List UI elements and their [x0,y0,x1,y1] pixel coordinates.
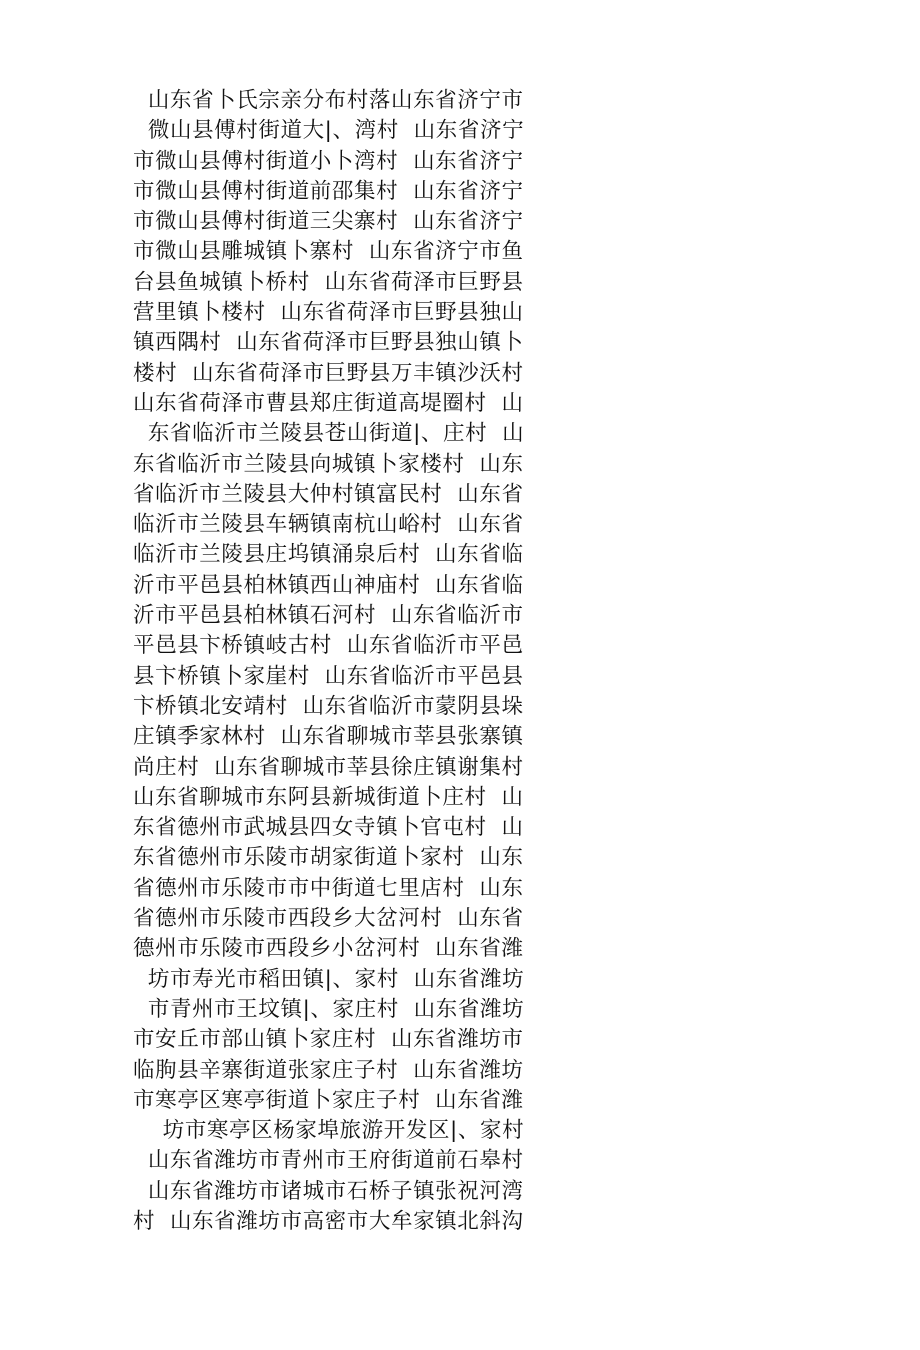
text-line: 省德州市乐陵市市中街道七里店村 山东 [133,875,524,901]
text-line: 省临沂市兰陵县大仲村镇富民村 山东省 [133,481,524,507]
text-line: 临沂市兰陵县车辆镇南杭山峪村 山东省 [133,512,524,538]
text-line: 台县鱼城镇卜桥村 山东省荷泽市巨野县 [133,269,524,295]
text-line: 东省德州市武城县四女寺镇卜官屯村 山 [133,815,524,841]
text-line: 山东省卜氏宗亲分布村落山东省济宁市 [133,88,524,113]
text-line: 微山县傅村街道大|、湾村 山东省济宁 [133,118,525,144]
text-line: 平邑县卞桥镇岐古村 山东省临沂市平邑 [133,633,524,659]
text-line: 临朐县辛寨街道张家庄子村 山东省潍坊 [133,1057,524,1083]
text-line: 沂市平邑县柏林镇西山神庙村 山东省临 [133,572,524,598]
text-line: 村 山东省潍坊市高密市大牟家镇北斜沟 [133,1208,524,1234]
text-line: 山东省潍坊市青州市王府街道前石皋村 [133,1148,524,1174]
text-line: 镇西隅村 山东省荷泽市巨野县独山镇卜 [133,330,524,356]
text-line: 山东省聊城市东阿县新城街道卜庄村 山 [133,784,524,810]
text-line: 沂市平邑县柏林镇石河村 山东省临沂市 [133,603,524,629]
text-line: 庄镇季家林村 山东省聊城市莘县张寨镇 [133,724,524,750]
text-line: 县卞桥镇卜家崖村 山东省临沂市平邑县 [133,663,524,689]
text-line: 市微山县雕城镇卜寨村 山东省济宁市鱼 [133,239,524,265]
text-line: 坊市寒亭区杨家埠旅游开发区|、家村 [133,1118,525,1144]
text-line: 市微山县傅村街道三尖寨村 山东省济宁 [133,209,524,235]
text-line: 东省临沂市兰陵县向城镇卜家楼村 山东 [133,451,524,477]
text-line: 德州市乐陵市西段乡小岔河村 山东省潍 [133,936,524,962]
text-line: 坊市寿光市稻田镇|、家村 山东省潍坊 [133,966,525,992]
text-line: 市微山县傅村街道小卜湾村 山东省济宁 [133,148,524,174]
text-line: 山东省潍坊市诸城市石桥子镇张祝河湾 [133,1178,524,1204]
text-line: 楼村 山东省荷泽市巨野县万丰镇沙沃村 [133,360,524,386]
text-line: 市微山县傅村街道前邵集村 山东省济宁 [133,178,524,204]
text-line: 东省临沂市兰陵县苍山街道|、庄村 山 [133,421,525,447]
text-line: 省德州市乐陵市西段乡大岔河村 山东省 [133,906,524,932]
text-line: 山东省荷泽市曹县郑庄街道高堤圈村 山 [133,390,524,416]
text-line: 市安丘市部山镇卜家庄村 山东省潍坊市 [133,1027,524,1053]
text-line: 尚庄村 山东省聊城市莘县徐庄镇谢集村 [133,754,524,780]
text-line: 市寒亭区寒亭街道卜家庄子村 山东省潍 [133,1087,524,1113]
text-line: 营里镇卜楼村 山东省荷泽市巨野县独山 [133,300,524,326]
text-line: 卞桥镇北安靖村 山东省临沂市蒙阴县垛 [133,693,524,719]
text-line: 临沂市兰陵县庄坞镇涌泉后村 山东省临 [133,542,524,568]
text-line: 市青州市王坟镇|、家庄村 山东省潍坊 [133,996,525,1022]
document-body [133,86,553,1237]
text-line: 东省德州市乐陵市胡家街道卜家村 山东 [133,845,524,871]
